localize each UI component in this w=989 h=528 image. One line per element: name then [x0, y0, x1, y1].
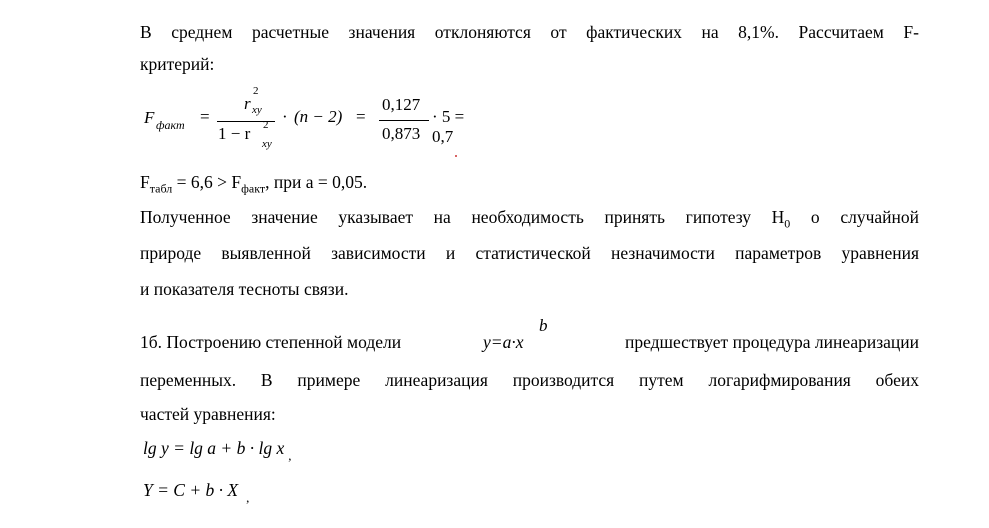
- formula-eq2: =: [356, 107, 366, 126]
- ftabl-line: [140, 172, 367, 197]
- formula-mult: ·: [282, 107, 288, 126]
- power-model: [483, 316, 548, 353]
- ftabl-end: , при а = 0,05.: [265, 172, 368, 192]
- paragraph3-line1-b: предшествует процедура линеаризации: [624, 332, 919, 352]
- artifact-dot: [455, 155, 457, 157]
- formula-paren: (n − 2): [294, 107, 343, 126]
- paragraph3-line1: [140, 316, 919, 353]
- ftabl-sub-fakt: факт: [241, 181, 266, 196]
- paragraph2-line1-end: о случайной: [790, 207, 919, 227]
- equation-Y-comma: ,: [246, 490, 250, 505]
- formula-den-sup: 2: [263, 119, 269, 131]
- formula-tail: · 5 = 0,7: [432, 107, 465, 146]
- paragraph1-line1: В среднем расчетные значения отклоняются от фактических на 8,1%. Рассчитаем F-: [140, 22, 919, 42]
- power-model-exponent: b: [539, 316, 548, 335]
- paragraph1-line2: критерий:: [140, 54, 215, 74]
- fraction-bar-2: [379, 120, 429, 121]
- formula-eq: =: [200, 107, 210, 126]
- formula-num2: 0,127: [382, 95, 421, 114]
- paragraph2-line1-text: Полученное значение указывает на необходимость принять гипотезу H: [140, 207, 785, 227]
- paragraph2-line3: и показателя тесноты связи.: [140, 279, 349, 299]
- power-model-text: y=a·x: [483, 332, 524, 352]
- equation-Y-text: Y = C + b · X: [143, 480, 239, 500]
- formula-num-r: r: [244, 94, 251, 113]
- formula-lhs-sub: факт: [156, 118, 185, 132]
- formula-lhs: F: [144, 108, 155, 127]
- formula-den-prefix: 1 − r: [218, 124, 251, 143]
- equation-lg-text: lg y = lg a + b · lg x: [143, 438, 285, 458]
- paragraph3-line3: частей уравнения:: [140, 404, 276, 424]
- paragraph3-line2: переменных. В примере линеаризация производится путем логарифмирования обеих: [140, 370, 919, 390]
- paragraph2-line1: [140, 207, 919, 232]
- ftabl-mid: = 6,6 > F: [172, 172, 242, 192]
- formula-num-sup: 2: [253, 85, 259, 97]
- formula-den-sub: xy: [262, 138, 272, 150]
- h0-subscript: 0: [784, 216, 791, 231]
- equation-lg-comma: ,: [288, 448, 292, 463]
- equation-Y: [143, 480, 250, 505]
- formula-num-sub: xy: [252, 104, 262, 116]
- ftabl-F: F: [140, 172, 150, 192]
- ftabl-sub-tabl: табл: [149, 181, 173, 196]
- paragraph2-line2: природе выявленной зависимости и статистической незначимости параметров уравнения: [140, 243, 919, 263]
- equation-lg: [143, 438, 292, 463]
- formula-f-fact: [140, 85, 480, 160]
- formula-den2: 0,873: [382, 124, 421, 143]
- paragraph3-line1-a: 1б. Построению степенной модели: [140, 332, 402, 352]
